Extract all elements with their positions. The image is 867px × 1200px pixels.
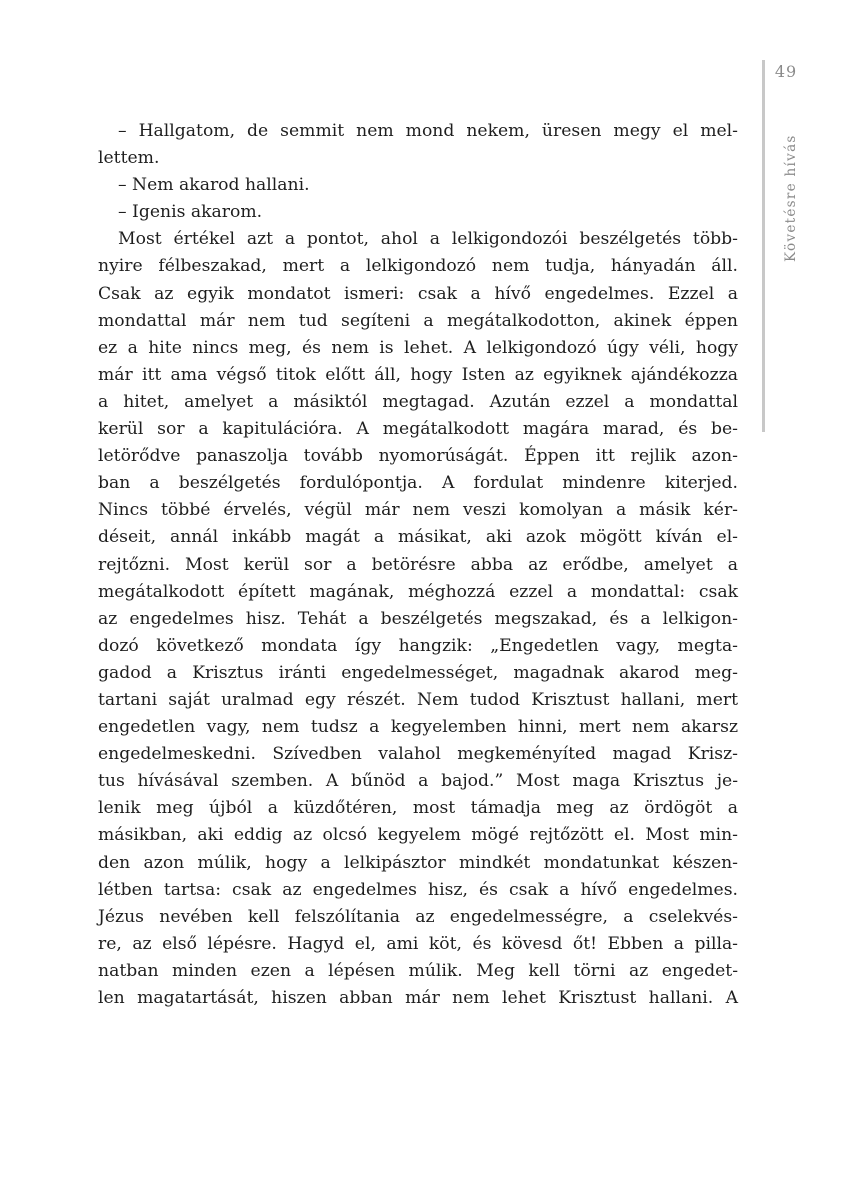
text-line: dozó következő mondata így hangzik: „Engedetlen vagy, megta- — [98, 635, 738, 656]
margin-rule — [762, 60, 765, 432]
text-line: létben tartsa: csak az engedelmes hisz, és csak a hívő engedelmes. — [98, 879, 738, 900]
text-line: engedelmeskedni. Szívedben valahol megkeményíted magad Krisz- — [98, 744, 738, 765]
text-line: a hitet, amelyet a másiktól megtagad. Azután ezzel a mondattal — [98, 391, 738, 412]
text-line: megátalkodott épített magának, méghozzá ezzel a mondattal: csak — [98, 581, 738, 602]
text-line: déseit, annál inkább magát a másikat, aki azok mögött kíván el- — [98, 527, 738, 548]
text-line: – Nem akarod hallani. — [118, 175, 310, 196]
text-line: lenik meg újból a küzdőtéren, most támadja meg az ördögöt a — [98, 798, 738, 819]
text-line: letörődve panaszolja tovább nyomorúságát. Éppen itt rejlik azon- — [98, 446, 738, 467]
text-line: az engedelmes hisz. Tehát a beszélgetés megszakad, és a lelkigon- — [98, 608, 738, 629]
text-line: len magatartását, hiszen abban már nem lehet Krisztust hallani. A — [98, 988, 738, 1008]
text-line: rejtőzni. Most kerül sor a betörésre abba az erődbe, amelyet a — [98, 554, 738, 575]
text-line: – Igenis akarom. — [118, 202, 263, 223]
text-line: mondattal már nem tud segíteni a megátalkodotton, akinek éppen — [98, 310, 738, 331]
page-number: 49 — [774, 62, 798, 81]
running-head — [774, 112, 800, 262]
text-line: lettem. — [98, 148, 160, 169]
text-line: den azon múlik, hogy a lelkipásztor mindkét mondatunkat készen- — [98, 852, 738, 873]
body-text — [98, 118, 738, 1012]
text-line: Nincs többé érvelés, végül már nem veszi komolyan a másik kér- — [98, 500, 738, 521]
text-line: engedetlen vagy, nem tudsz a kegyelemben hinni, mert nem akarsz — [98, 717, 738, 738]
text-line: már itt ama végső titok előtt áll, hogy Isten az egyiknek ajándékozza — [98, 364, 738, 385]
running-head-text: Követésre hívás — [783, 134, 799, 262]
text-line: tartani saját uralmad egy részét. Nem tudod Krisztust hallani, mert — [98, 689, 738, 710]
text-line: Most értékel azt a pontot, ahol a lelkigondozói beszélgetés több- — [118, 229, 738, 250]
text-line: ez a hite nincs meg, és nem is lehet. A lelkigondozó úgy véli, hogy — [98, 337, 738, 358]
text-line: tus hívásával szemben. A bűnöd a bajod.” Most maga Krisztus je- — [98, 771, 738, 792]
text-line: kerül sor a kapitulációra. A megátalkodott magára marad, és be- — [98, 419, 738, 440]
text-line: másikban, aki eddig az olcsó kegyelem mögé rejtőzött el. Most min- — [98, 825, 738, 846]
text-line: – Hallgatom, de semmit nem mond nekem, üresen megy el mel- — [118, 121, 738, 141]
text-line: natban minden ezen a lépésen múlik. Meg kell törni az engedet- — [98, 960, 738, 981]
text-line: ban a beszélgetés fordulópontja. A fordulat mindenre kiterjed. — [98, 473, 738, 494]
text-line: gadod a Krisztus iránti engedelmességet, magadnak akarod meg- — [98, 662, 738, 683]
text-line: Csak az egyik mondatot ismeri: csak a hívő engedelmes. Ezzel a — [98, 283, 738, 304]
text-line: nyire félbeszakad, mert a lelkigondozó nem tudja, hányadán áll. — [98, 256, 738, 277]
text-line: re, az első lépésre. Hagyd el, ami köt, és kövesd őt! Ebben a pilla- — [98, 933, 738, 954]
text-line: Jézus nevében kell felszólítania az engedelmességre, a cselekvés- — [98, 906, 738, 927]
